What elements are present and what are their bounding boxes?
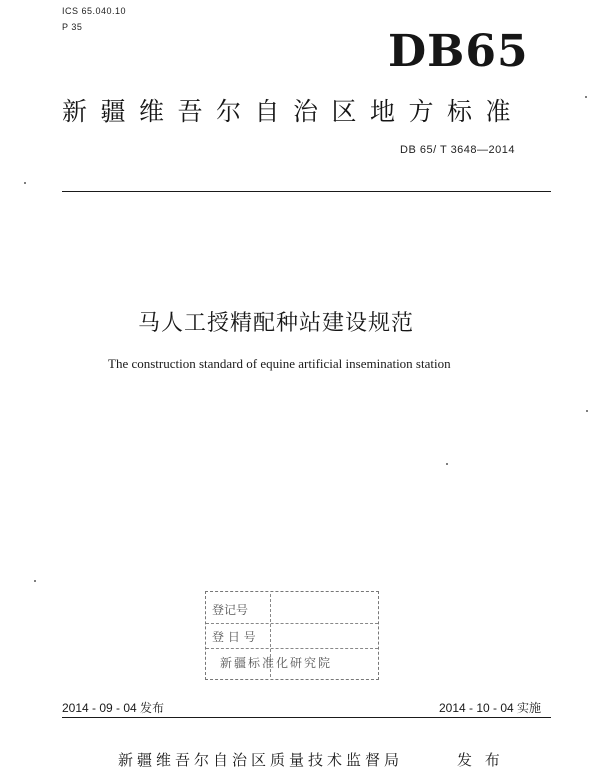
scan-speck	[34, 580, 36, 582]
issue-date: 2014 - 09 - 04 发布	[62, 701, 165, 715]
issuing-authority: 新疆维吾尔自治区质量技术监督局	[118, 751, 404, 769]
standard-number: DB 65/ T 3648—2014	[400, 144, 516, 156]
scan-speck	[586, 410, 588, 412]
document-title-cn: 马人工授精配种站建设规范	[138, 311, 415, 336]
top-divider	[62, 191, 551, 192]
scan-speck	[585, 96, 587, 98]
stamp-row-line	[206, 648, 378, 649]
db65-logo: DB65	[388, 26, 529, 77]
registration-stamp	[205, 591, 379, 680]
stamp-institute-label: 新疆标准化研究院	[220, 656, 333, 670]
ics-code: ICS 65.040.10	[62, 6, 127, 16]
scan-speck	[24, 182, 26, 184]
stamp-registration-label: 登记号	[212, 603, 249, 617]
implement-date: 2014 - 10 - 04 实施	[439, 701, 542, 715]
issue-action: 发 布	[457, 751, 504, 769]
document-title-en: The construction standard of equine artificial insemination station	[108, 356, 451, 371]
scan-speck	[446, 463, 448, 465]
stamp-row-line	[206, 623, 378, 624]
stamp-number-label: 登 日 号	[212, 630, 256, 644]
standard-category-title: 新疆维吾尔自治区地方标准	[62, 97, 525, 126]
ccs-code: P 35	[62, 22, 83, 32]
bottom-divider	[62, 717, 551, 718]
